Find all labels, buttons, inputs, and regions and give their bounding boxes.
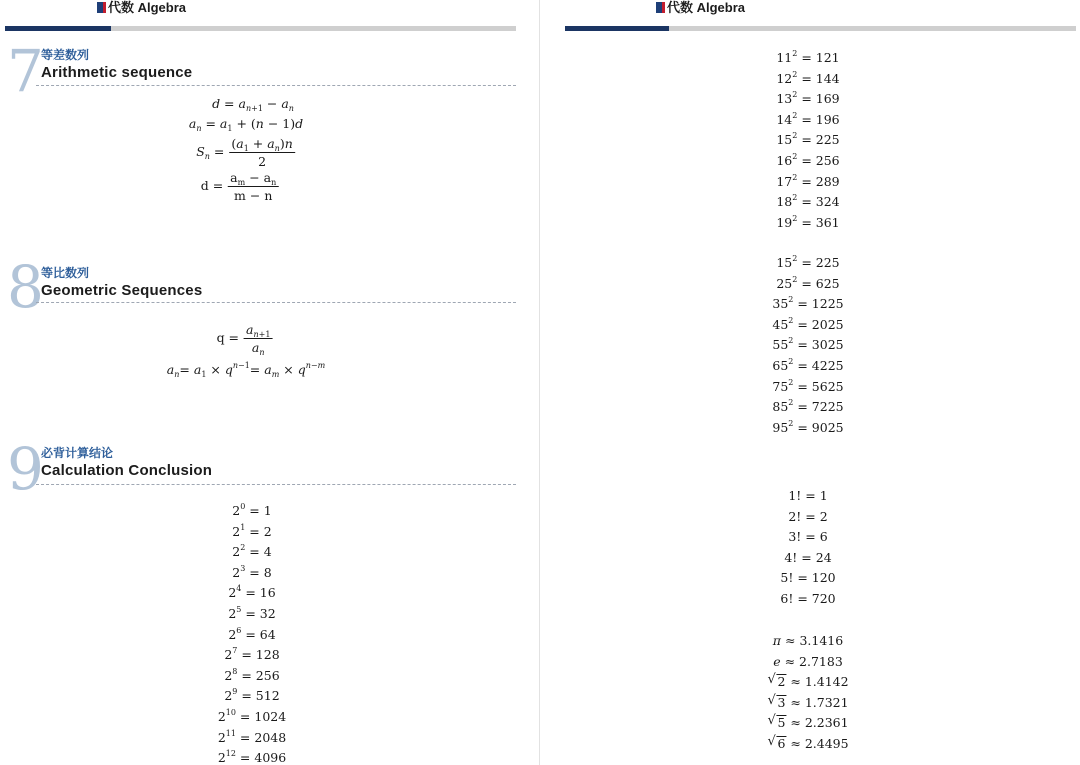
root-row: √ 5 ≈ 2.2361 <box>767 713 849 731</box>
power-of-two-row: $2^3 = 8$ <box>232 563 272 580</box>
header-label-left: 代数 Algebra <box>97 0 186 16</box>
powers-of-two-list <box>218 501 286 765</box>
section-number-9: 9 <box>7 435 44 503</box>
factorial-row: 1! = 1 <box>788 488 828 503</box>
square-row: $12^2 = 144$ <box>776 69 840 86</box>
root-row: √ 3 ≈ 1.7321 <box>767 692 849 710</box>
square-row: $13^2 = 169$ <box>776 90 840 107</box>
factorial-row: 3! = 6 <box>788 529 828 545</box>
squares-list-b <box>772 253 843 438</box>
section-rule-8 <box>36 302 516 303</box>
flag-icon <box>97 2 103 13</box>
flag-icon <box>656 2 662 13</box>
power-of-two-row: $2^{10} = 1024$ <box>217 707 287 724</box>
square-row: $16^2 = 256$ <box>776 151 840 168</box>
right-page <box>540 0 1080 765</box>
power-of-two-row: $2^1 = 2$ <box>232 522 272 539</box>
section-title-cn-8: 等比数列 <box>41 266 90 280</box>
power-of-two-row: $2^{11} = 2048$ <box>217 728 287 745</box>
factorial-row: 5! = 120 <box>780 570 836 586</box>
formula-common-difference: $d = a_{n+1} - a_n$ <box>212 96 294 113</box>
power-of-two-row: $2^8 = 256$ <box>224 666 280 683</box>
constant-row: e ≈ 2.7183 <box>773 653 843 669</box>
square-row: $17^2 = 289$ <box>776 172 840 189</box>
header-bar-right <box>565 26 1076 31</box>
square-row: $95^2 = 9025$ <box>772 418 844 435</box>
square-row: $19^2 = 361$ <box>776 213 840 230</box>
power-of-two-row: $2^7 = 128$ <box>224 646 280 663</box>
factorials-list <box>780 486 835 610</box>
square-row: $75^2 = 5625$ <box>772 377 844 394</box>
formula-difference-mn: d = $\frac{a_m - a_n}{m - n}$ <box>200 170 277 203</box>
power-of-two-row: $2^6 = 64$ <box>228 625 276 642</box>
square-row: $65^2 = 4225$ <box>772 356 844 373</box>
formula-common-ratio: q = $\frac{a_{n+1}}{a_n}$ <box>216 322 271 357</box>
section-number-7: 7 <box>7 37 44 105</box>
section-title-en-8: Geometric Sequences <box>41 282 203 299</box>
factorial-row: 2! = 2 <box>788 508 828 524</box>
section-title-cn-7: 等差数列 <box>41 48 90 62</box>
formula-geometric-nth-term: $a_n= a_1 \times q^{n-1}= a_m \times q^{n-m}$ <box>166 361 326 379</box>
formula-nth-term: $a_n = a_1 + (n - 1)d$ <box>188 116 304 133</box>
square-row: $25^2 = 625$ <box>776 274 840 291</box>
square-row: $45^2 = 2025$ <box>772 315 844 332</box>
power-of-two-row: $2^2 = 4$ <box>232 543 272 560</box>
power-of-two-row: $2^4 = 16$ <box>228 584 276 601</box>
section-title-cn-9: 必背计算结论 <box>41 446 114 460</box>
section-title-en-7: Arithmetic sequence <box>41 64 193 81</box>
squares-list-a <box>776 48 839 233</box>
section-rule-7 <box>36 85 516 86</box>
section-title-en-9: Calculation Conclusion <box>41 462 213 479</box>
power-of-two-row: $2^9 = 512$ <box>224 687 280 704</box>
power-of-two-row: $2^{12} = 4096$ <box>217 749 287 765</box>
factorial-row: 4! = 24 <box>784 549 832 565</box>
header-label-right: 代数 Algebra <box>656 0 745 16</box>
root-row: √ 6 ≈ 2.4495 <box>767 733 849 751</box>
header-bar-left <box>5 26 516 31</box>
square-row: $15^2 = 225$ <box>776 254 840 270</box>
section-rule-9 <box>36 484 516 485</box>
root-row: √ 2 ≈ 1.4142 <box>767 672 849 690</box>
factorial-row: 6! = 720 <box>780 590 836 606</box>
header-bar-accent <box>5 26 111 31</box>
square-row: $14^2 = 196$ <box>776 110 840 127</box>
square-row: $85^2 = 7225$ <box>772 398 844 415</box>
section-number-8: 8 <box>7 253 44 321</box>
power-of-two-row: $2^0 = 1$ <box>232 502 272 518</box>
constants-list <box>767 631 848 755</box>
power-of-two-row: $2^5 = 32$ <box>228 604 276 621</box>
square-row: $15^2 = 225$ <box>776 131 840 148</box>
constant-row: π ≈ 3.1416 <box>772 633 844 648</box>
square-row: $11^2 = 121$ <box>776 49 840 65</box>
square-row: $55^2 = 3025$ <box>772 336 844 353</box>
header-bar-accent <box>565 26 669 31</box>
square-row: $18^2 = 324$ <box>776 193 840 210</box>
square-row: $35^2 = 1225$ <box>772 295 844 312</box>
formula-sum: $S_n$ = $\frac{(a_1 + a_n)n}{2}$ <box>196 136 293 169</box>
